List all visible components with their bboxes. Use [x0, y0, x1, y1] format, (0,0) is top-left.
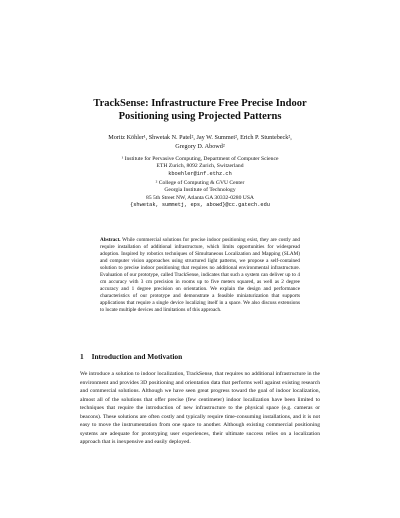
abstract-label: Abstract. [100, 237, 121, 243]
affiliation-gatech [60, 180, 340, 210]
author-list [60, 134, 340, 151]
affiliation-eth-department: ¹ Institute for Pervasive Computing, Department of Computer Science [121, 156, 279, 162]
affiliation-eth [60, 156, 340, 178]
abstract [100, 237, 300, 315]
affiliation-gatech-institute: Georgia Institute of Technology [164, 187, 236, 194]
section-heading-introduction [80, 352, 320, 361]
title-line-2: Positioning using Projected Patterns [118, 110, 282, 122]
section-number: 1 [80, 352, 84, 361]
authors-line-1: Moritz Köhler¹, Shwetak N. Patel², Jay W. Summet², Erich P. Stuntebeck², [108, 134, 292, 141]
affiliation-gatech-address: 85 5th Street NW, Atlanta GA 30332-0280 USA [146, 194, 254, 201]
title-line-1: TrackSense: Infrastructure Free Precise Indoor [93, 98, 307, 109]
section-title: Introduction and Motivation [91, 352, 183, 361]
affiliation-eth-email: kboehler@inf.ethz.ch [168, 170, 232, 177]
affiliation-eth-address: ETH Zurich, 8092 Zurich, Switzerland [156, 163, 244, 170]
introduction-paragraph: We introduce a solution to indoor localization, TrackSense, that requires no additional infrastructure in the environment and provides 3D positioning and orientation data that performs well against existing research and commercial solutions. Although we have seen great progress toward the goal of indoor localization, almost all of the solutions that offer precise (few centimeter) indoor localization have been limited to techniques that require the introduction of new infrastructure to the physical space (e.g. cameras or beacons). These solutions are often costly and typically require time-consuming installations, and it is not easy to move the instrumentation from one space to another. Although existing commercial positioning systems are adequate for prototyping user experiences, their ultimate success relies on a localization approach that is inexpensive and easily deployed. [80, 371, 320, 446]
affiliation-gatech-email: {shwetak, summetj, eps, abowd}@cc.gatech.edu [130, 202, 270, 209]
authors-line-2: Gregory D. Abowd² [175, 142, 225, 150]
paper-title [60, 98, 340, 123]
abstract-text: While commercial solutions for precise indoor positioning exist, they are costly and require installation of additional infrastructure, which limits opportunities for widespread adoption. Inspired by robotics techniques of Simultaneous Localization and Mapping (SLAM) and computer vision approaches using structured light patterns, we propose a self-contained solution to precise indoor positioning that requires no additional environmental infrastructure. Evaluation of our prototype, called TrackSense, indicates that such a system can deliver up to 4 cm accuracy with 3 cm precision in rooms up to five meters squared, as well as 2 degree accuracy and 1 degree precision on orientation. We explain the design and performance characteristics of our prototype and demonstrate a feasible miniaturization that supports applications that require a single device localizing itself in a space. We also discuss extensions to locate multiple devices and limitations of this approach. [100, 237, 301, 314]
affiliation-gatech-department: ² College of Computing & GVU Center [155, 180, 245, 186]
